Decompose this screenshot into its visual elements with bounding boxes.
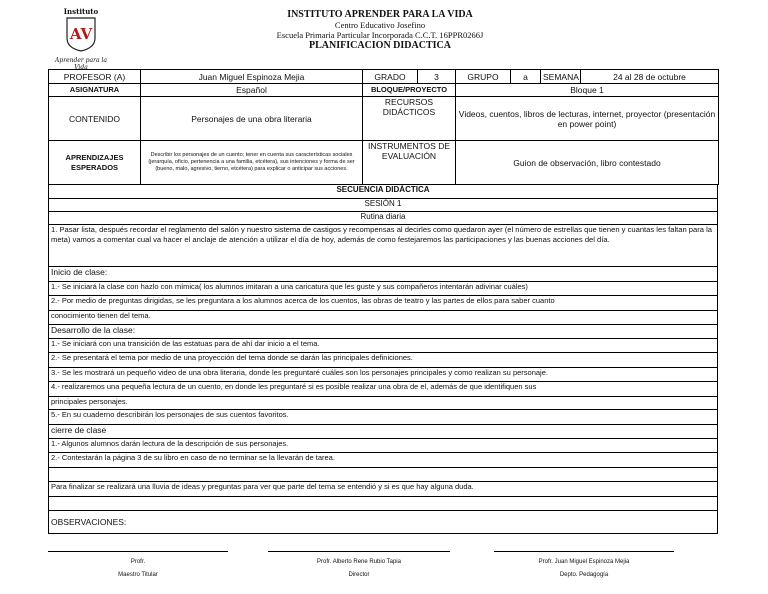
instrumentos-value: Guion de observación, libro contestado (456, 141, 719, 185)
institute-name: INSTITUTO APRENDER PARA LA VIDA (287, 9, 473, 20)
sequence-row-7: 1.- Se iniciará con una transición de las estatuas para de ahí dar inicio a el tema. (49, 339, 718, 353)
signature-director (268, 551, 450, 582)
sequence-row-10: 4.- realizaremos una pequeña lectura de un cuento, en donde les preguntaré si es posible realizar una obra de el, además de que identifiquen sus (49, 382, 718, 397)
sequence-row-14: 1.- Algunos alumnos darán lectura de la descripción de sus personajes. (49, 439, 718, 453)
grado-value: 3 (418, 70, 456, 84)
sequence-row-1: 1. Pasar lista, después recordar el reglamento del salón y nuestro sistema de castigos y recompensas al decirles como quedaron ayer (el número de estrellas que tienen y cuantas les faltan para la meta) vamos a comentar cual va hacer el anclaje de atención a utilizar el día de hoy, además de como festejaremos las participaciones y las buenas acciones del día. (49, 225, 718, 267)
instrumentos-label: INSTRUMENTOS DE EVALUACIÓN (363, 141, 456, 185)
signature-line (268, 551, 450, 552)
signature-name: Profr. Alberto Rene Rubio Tapia (317, 559, 401, 565)
sequence-title: SECUENCIA DIDÁCTICA (49, 185, 718, 199)
sequence-row-5: conocimiento tienen del tema. (49, 311, 718, 325)
signature-line (48, 551, 228, 552)
signature-pedagogia (494, 551, 674, 582)
bloque-value: Bloque 1 (456, 84, 719, 97)
signature-role: Depto. Pedagogía (559, 572, 609, 578)
signature-maestro (48, 551, 228, 582)
sequence-row-12: 5.- En su cuaderno describirán los personajes de sus cuentos favoritos. (49, 410, 718, 425)
cierre-heading: cierre de clase (49, 425, 718, 439)
signature-role: Director (348, 572, 370, 578)
sequence-row-blank-2 (49, 497, 718, 511)
centre-name: Centro Educativo Josefino (334, 20, 426, 30)
desarrollo-heading: Desarrollo de la clase: (49, 325, 718, 339)
profesor-label: PROFESOR (A) (49, 70, 141, 84)
sequence-row-3: 1.- Se iniciará la clase con hazlo con mímica( los alumnos imitaran a una caricatura que les guste y sus compañeros intentarán adivinar cuáles) (49, 282, 718, 296)
logo-bottom-text: Aprender para la Vida (55, 57, 107, 71)
aprendizajes-label: APRENDIZAJES ESPERADOS (49, 141, 141, 185)
institute-logo (52, 7, 110, 71)
inicio-heading: Inicio de clase: (49, 267, 718, 282)
aprendizajes-value: Describir los personajes de un cuento; tener en cuenta sus características sociales (jerarquía, oficio, pertenencia a una familia, etcétera), sus intenciones y forma de ser (bueno, malo, agresivo, tierno, etcétera) para explicar o anticipar sus acciones. (141, 141, 363, 185)
logo-emblem-icon (64, 16, 98, 52)
semana-value: 24 al 28 de octubre (581, 70, 719, 84)
sequence-row-4: 2.- Por medio de preguntas dirigidas, se les preguntara a los alumnos acerca de los cuentos, las obras de teatro y las partes de ellos para saber cuanto (49, 296, 718, 311)
grupo-label: GRUPO (456, 70, 511, 84)
document-title: PLANIFICACION DIDACTICA (309, 40, 451, 51)
recursos-value: Videos, cuentos, libros de lecturas, internet, proyector (presentación en power point) (456, 97, 719, 141)
sequence-row-11: principales personajes. (49, 397, 718, 410)
sequence-row-blank-1 (49, 468, 718, 482)
sequence-row-8: 2.- Se presentará el tema por medio de una proyección del tema donde se darán las principales definiciones. (49, 353, 718, 368)
school-name: Escuela Primaria Particular Incorporada C.C.T. 16PPR0266J (276, 30, 484, 40)
observaciones-label: OBSERVACIONES: (49, 511, 718, 534)
grado-label: GRADO (363, 70, 418, 84)
signature-name: Profr. Juan Miguel Espinoza Mejia (538, 559, 630, 565)
sequence-row-15: 2.- Contestarán la página 3 de su libro en caso de no terminar se la llevarán de tarea. (49, 453, 718, 468)
sequence-table (48, 184, 718, 534)
info-table (48, 69, 719, 185)
sequence-row-9: 3.- Se les mostrará un pequeño video de una obra literaria, donde les preguntaré cuáles son los personajes principales y como realizan su personaje. (49, 368, 718, 382)
logo-top-text: Instituto (63, 7, 99, 16)
semana-label: SEMANA (541, 70, 581, 84)
signature-name: Profr. (130, 559, 146, 565)
contenido-label: CONTENIDO (49, 97, 141, 141)
routine-label: Rutina diaria (49, 212, 718, 225)
grupo-value: a (511, 70, 541, 84)
sequence-row-17: Para finalizar se realizará una lluvia de ideas y preguntas para ver que parte del tema se entendió y si es que hay alguna duda. (49, 482, 718, 497)
signature-line (494, 551, 674, 552)
asignatura-label: ASIGNATURA (49, 84, 141, 97)
profesor-value: Juan Miguel Espinoza Mejia (141, 70, 363, 84)
logo-initials: AV (69, 25, 93, 43)
recursos-label: RECURSOS DIDÁCTICOS (363, 97, 456, 141)
document-header (200, 9, 560, 51)
bloque-label: BLOQUE/PROYECTO (363, 84, 456, 97)
asignatura-value: Español (141, 84, 363, 97)
signature-role: Maestro Titular (118, 572, 158, 578)
contenido-value: Personajes de una obra literaria (141, 97, 363, 141)
session-label: SESIÓN 1 (49, 199, 718, 212)
